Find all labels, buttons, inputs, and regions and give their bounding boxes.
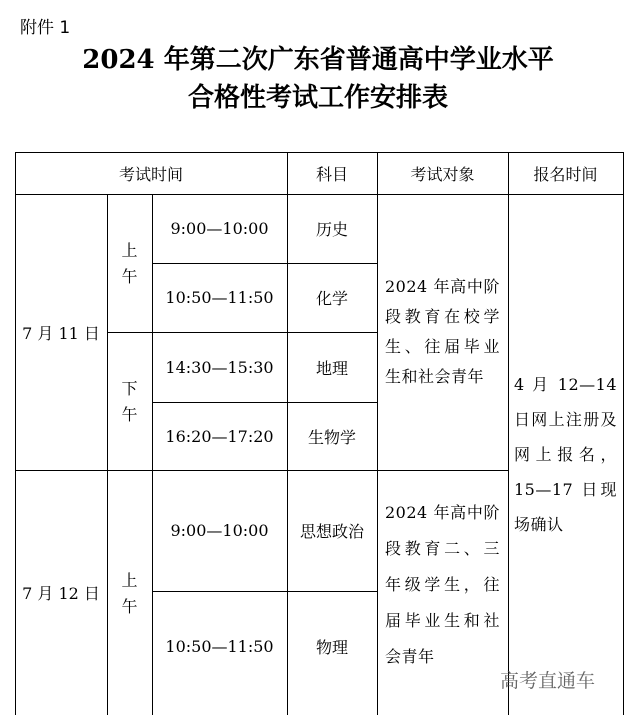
header-subject: 科目 xyxy=(315,164,348,184)
watermark: 高考直通车 xyxy=(500,670,596,692)
period-cell-afternoon-day1: 下 午 xyxy=(121,379,138,424)
time-cell: 10:50—11:50 xyxy=(165,636,274,656)
subject-cell: 地理 xyxy=(315,358,348,378)
registration-cell: 4 月 12—14 日网上注册及网上报名，15—17 日现场确认 xyxy=(514,375,617,534)
page-title-line1: 2024 年第二次广东省普通高中学业水平 xyxy=(82,45,554,75)
time-cell: 9:00—10:00 xyxy=(170,219,269,238)
time-cell: 10:50—11:50 xyxy=(165,288,274,307)
header-registration: 报名时间 xyxy=(533,164,598,184)
subject-cell: 物理 xyxy=(315,637,348,657)
time-cell: 9:00—10:00 xyxy=(170,521,269,540)
header-time: 考试时间 xyxy=(118,164,183,184)
target-cell-day2: 2024 年高中阶段教育二、三年级学生，往届毕业生和社会青年 xyxy=(385,503,500,666)
subject-cell: 生物学 xyxy=(307,427,356,447)
period-cell-morning-day2: 上 午 xyxy=(121,570,138,616)
header-target: 考试对象 xyxy=(410,164,475,184)
date-cell-day1: 7 月 11 日 xyxy=(22,323,100,343)
table-border-right xyxy=(623,152,624,715)
time-cell: 16:20—17:20 xyxy=(165,426,274,446)
subject-cell: 化学 xyxy=(315,289,348,308)
period-cell-morning-day1: 上 午 xyxy=(121,241,138,286)
page-title-line2: 合格性考试工作安排表 xyxy=(187,83,448,113)
subject-cell: 历史 xyxy=(315,220,348,239)
subject-cell: 思想政治 xyxy=(299,522,364,541)
time-cell: 14:30—15:30 xyxy=(165,357,274,377)
date-cell-day2: 7 月 12 日 xyxy=(22,584,100,603)
annex-label: 附件 1 xyxy=(20,18,71,38)
target-cell-day1: 2024 年高中阶段教育在校学生、往届毕业生和社会青年 xyxy=(385,277,500,386)
